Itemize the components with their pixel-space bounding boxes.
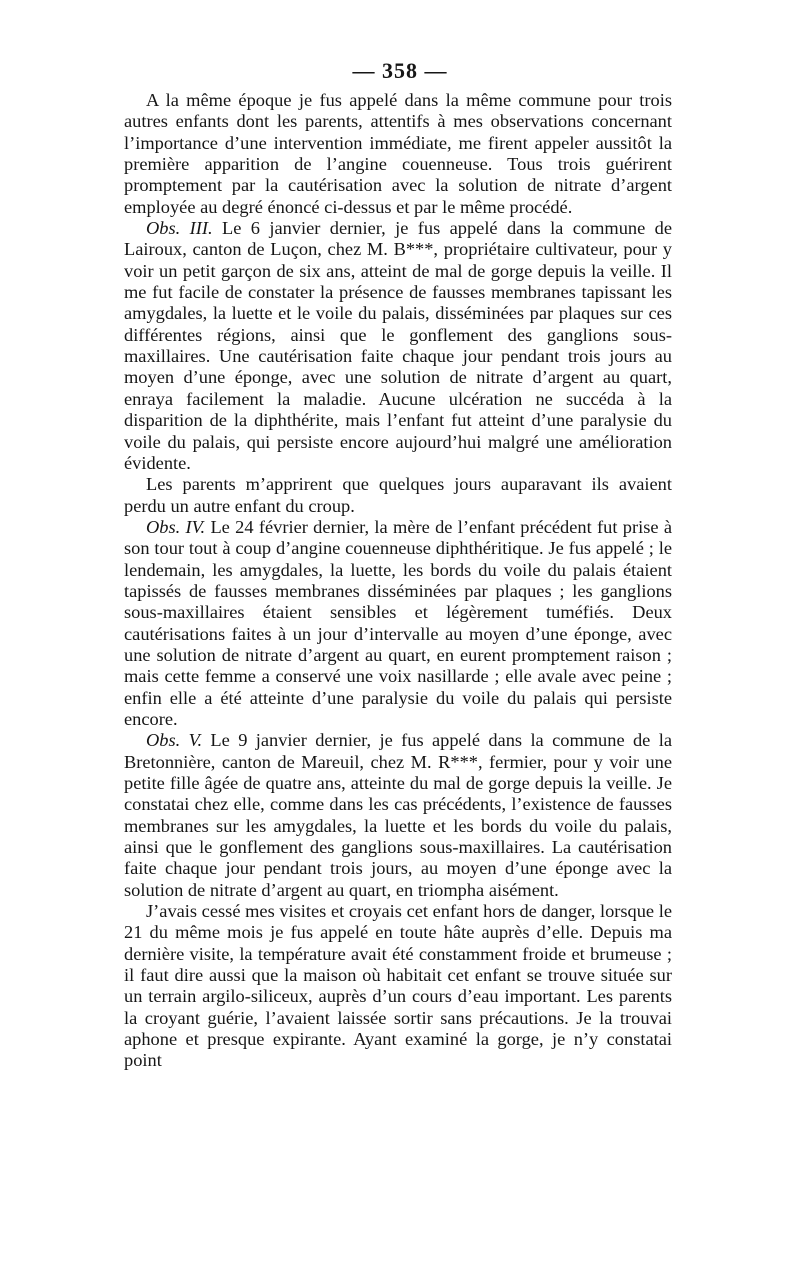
paragraph-6 bbox=[124, 901, 672, 1072]
page-number: — 358 — bbox=[352, 58, 448, 83]
body-text bbox=[124, 90, 672, 1072]
paragraph-text: Le 24 février dernier, la mère de l’enfant précédent fut prise à son tour tout à coup d’angine couenneuse diphthéritique. Je fus appelé ; le lendemain, les amygdales, la luette, les bords du voile du palais étaient tapissés de fausses membranes disséminées par plaques ; les ganglions sous-maxillaires étaient sensibles et légèrement tuméfiés. Deux cautérisations faites à un jour d’intervalle au moyen d’une éponge, avec une solution de nitrate d’argent au quart, en eurent promptement raison ; mais cette femme a conservé une voix nasillarde ; elle avale avec peine ; enfin elle a été atteinte d’une paralysie du voile du palais qui persiste encore. bbox=[124, 516, 672, 729]
paragraph-obs-4 bbox=[124, 517, 672, 730]
paragraph-text: Le 6 janvier dernier, je fus appelé dans la commune de Lairoux, canton de Luçon, chez M. B***, propriétaire cultivateur, pour y voir un petit garçon de six ans, atteint de mal de gorge depuis la veille. Il me fut facile de constater la présence de fausses membranes tapissant les amygdales, la luette et le voile du palais, disséminées par plaques sur ces différentes régions, ainsi que le gonflement des ganglions sous-maxillaires. Une cautérisation faite chaque jour pendant trois jours au moyen d’une éponge, avec une solution de nitrate d’argent au quart, enraya facilement la maladie. Aucune ulcération ne succéda à la disparition de la diphthérite, mais l’enfant fut atteint d’une paralysie du voile du palais, qui persiste encore aujourd’hui malgré une amélioration évidente. bbox=[124, 218, 672, 473]
observation-label: Obs. IV. bbox=[146, 516, 206, 537]
paragraph-obs-5 bbox=[124, 730, 672, 901]
observation-label: Obs. III. bbox=[146, 218, 213, 239]
paragraph-text: A la même époque je fus appelé dans la même commune pour trois autres enfants dont les parents, attentifs à mes observations concernant l’importance d’une intervention immédiate, me firent appeler aussitôt la première apparition de l’angine couenneuse. Tous trois guérirent promptement par la cautérisation avec la solution de nitrate d’argent employée au degré énoncé ci-dessus et par le même procédé. bbox=[124, 90, 672, 217]
paragraph-text: J’avais cessé mes visites et croyais cet enfant hors de danger, lorsque le 21 du même mois je fus appelé en toute hâte auprès d’elle. Depuis ma dernière visite, la température avait été constamment froide et brumeuse ; il faut dire aussi que la maison où habitait cet enfant se trouve située sur un terrain argilo-siliceux, auprès d’un cours d’eau important. Les parents la croyant guérie, l’avaient laissée sortir sans précautions. Je la trouvai aphone et presque expirante. Ayant examiné la gorge, je n’y constatai point bbox=[124, 901, 672, 1071]
paragraph-3 bbox=[124, 474, 672, 517]
paragraph-text: Le 9 janvier dernier, je fus appelé dans la commune de la Bretonnière, canton de Mareuil, chez M. R***, fermier, pour y voir une petite fille âgée de quatre ans, atteinte du mal de gorge depuis la veille. Je constatai chez elle, comme dans les cas précédents, l’existence de fausses membranes sur les amygdales, la luette et les bords du voile du palais, ainsi que le gonflement des ganglions sous-maxillaires. La cautérisation faite chaque jour pendant trois jours, au moyen d’une éponge avec la solution de nitrate d’argent au quart, en triompha aisément. bbox=[124, 730, 672, 900]
paragraph-text: Les parents m’apprirent que quelques jours auparavant ils avaient perdu un autre enfant du croup. bbox=[124, 474, 672, 516]
paragraph-1 bbox=[124, 90, 672, 218]
paragraph-obs-3 bbox=[124, 218, 672, 474]
observation-label: Obs. V. bbox=[146, 730, 203, 751]
